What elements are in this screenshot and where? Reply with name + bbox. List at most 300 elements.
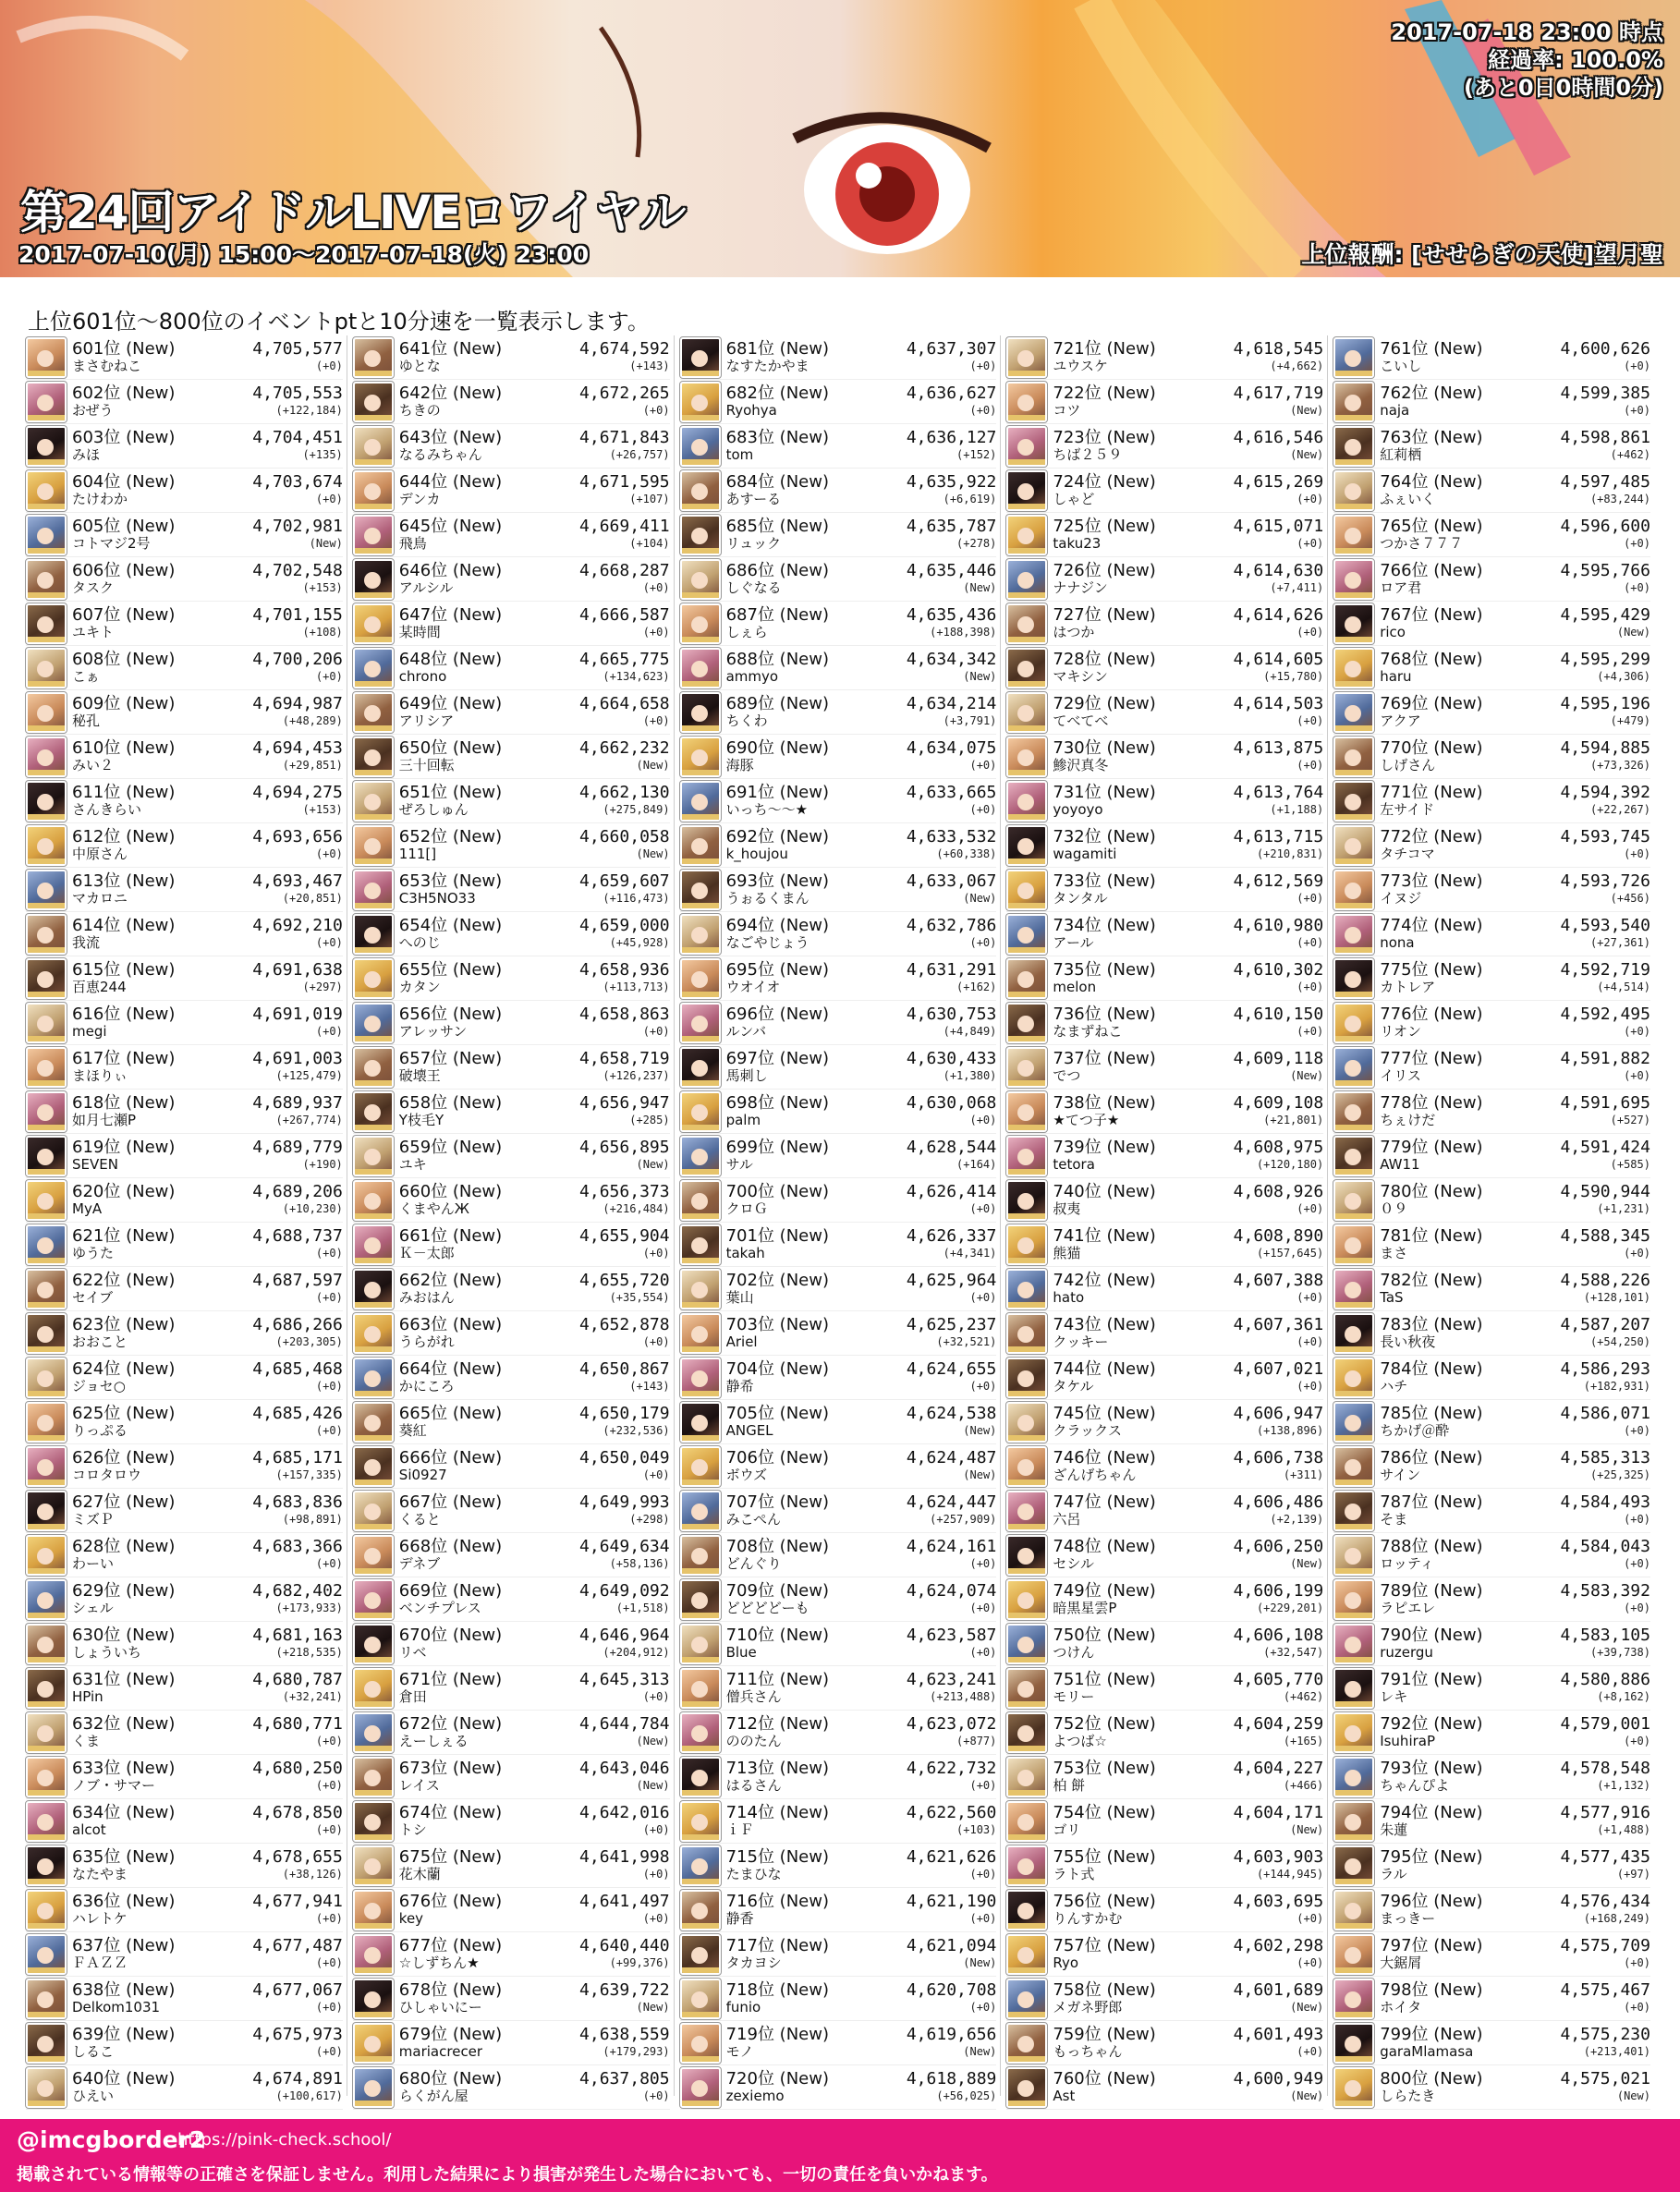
player-avatar-icon [680, 1535, 721, 1576]
event-points: 4,595,196 [1560, 693, 1650, 713]
rank-label: 746位 (New) [1053, 1447, 1156, 1467]
event-points: 4,606,486 [1233, 1492, 1324, 1512]
event-points: 4,680,787 [252, 1669, 343, 1689]
player-name: たまひな [725, 1865, 782, 1882]
event-points: 4,595,429 [1560, 604, 1650, 625]
player-name: ホイタ [1380, 1998, 1422, 2015]
ten-minute-delta: (+58,136) [609, 1556, 670, 1570]
rank-label: 788位 (New) [1380, 1536, 1483, 1556]
player-avatar-icon [680, 914, 721, 955]
event-points: 4,668,287 [579, 560, 670, 580]
ten-minute-delta: (+0) [969, 935, 997, 949]
ten-minute-delta: (+173,933) [275, 1601, 343, 1614]
event-points: 4,691,003 [252, 1048, 343, 1068]
ranking-row [1006, 823, 1323, 868]
player-avatar-icon [1333, 426, 1374, 467]
ranking-row [353, 1267, 670, 1311]
player-avatar-icon [1333, 1890, 1374, 1930]
player-avatar-icon [1333, 2023, 1374, 2064]
rank-label: 782位 (New) [1380, 1270, 1483, 1290]
rank-label: 743位 (New) [1053, 1314, 1156, 1334]
ten-minute-delta: (+0) [1624, 1601, 1650, 1614]
player-name: はるさん [725, 1776, 782, 1794]
player-avatar-icon [1006, 1934, 1047, 1975]
ranking-row [353, 690, 670, 735]
event-points: 4,692,210 [252, 915, 343, 935]
ranking-row [1333, 2065, 1650, 2110]
ranking-row [680, 1400, 997, 1444]
event-points: 4,686,266 [252, 1314, 343, 1334]
ranking-row [1333, 690, 1650, 735]
ten-minute-delta: (New) [963, 669, 997, 683]
player-name: しょういち [72, 1643, 142, 1661]
event-points: 4,671,595 [579, 471, 670, 492]
event-points: 4,688,737 [252, 1225, 343, 1246]
rank-label: 602位 (New) [72, 383, 176, 403]
ten-minute-delta: (New) [636, 758, 670, 772]
ranking-row [1006, 2021, 1323, 2065]
player-avatar-icon [680, 470, 721, 511]
ranking-row [680, 513, 997, 557]
player-avatar-icon [1333, 2067, 1374, 2108]
player-avatar-icon [353, 1979, 394, 2019]
event-points: 4,644,784 [579, 1713, 670, 1734]
event-points: 4,704,451 [252, 427, 343, 447]
event-points: 4,664,658 [579, 693, 670, 713]
player-name: そま [1380, 1510, 1408, 1528]
ten-minute-delta: (+298) [629, 1512, 670, 1526]
ten-minute-delta: (+0) [969, 1201, 997, 1215]
player-avatar-icon [1006, 781, 1047, 822]
player-name: まさ [1380, 1244, 1408, 1261]
ranking-row [26, 1001, 343, 1045]
rank-label: 706位 (New) [725, 1447, 829, 1467]
ten-minute-delta: (+0) [1297, 1201, 1324, 1215]
event-points: 4,656,373 [579, 1181, 670, 1201]
event-points: 4,624,161 [906, 1536, 997, 1556]
ten-minute-delta: (+21,801) [1263, 1113, 1324, 1126]
ten-minute-delta: (New) [963, 1467, 997, 1481]
ten-minute-delta: (New) [1290, 2000, 1324, 2014]
ranking-row [1333, 469, 1650, 513]
ranking-row [1333, 1755, 1650, 1799]
ranking-row [680, 1533, 997, 1577]
ranking-row [680, 1178, 997, 1223]
rank-label: 604位 (New) [72, 471, 176, 492]
player-avatar-icon [680, 1003, 721, 1043]
player-avatar-icon [1333, 1934, 1374, 1975]
rank-label: 780位 (New) [1380, 1181, 1483, 1201]
ten-minute-delta: (+0) [315, 1734, 343, 1748]
player-name: 静希 [725, 1377, 754, 1394]
player-name: リオン [1380, 1022, 1422, 1040]
rank-label: 700位 (New) [725, 1181, 829, 1201]
ten-minute-delta: (New) [1290, 2088, 1324, 2102]
player-avatar-icon [26, 781, 67, 822]
ten-minute-delta: (+0) [969, 1556, 997, 1570]
event-points: 4,610,150 [1233, 1004, 1324, 1024]
ranking-row [1006, 469, 1323, 513]
event-points: 4,656,895 [579, 1137, 670, 1157]
player-name: ruzergu [1380, 1643, 1433, 1661]
rank-label: 776位 (New) [1380, 1004, 1483, 1024]
ranking-row [26, 1356, 343, 1400]
rank-label: 693位 (New) [725, 871, 829, 891]
ranking-row [353, 1622, 670, 1666]
rank-label: 674位 (New) [398, 1802, 503, 1822]
ten-minute-delta: (+0) [969, 359, 997, 372]
player-name: Ryohya [725, 401, 777, 419]
player-avatar-icon [1333, 1712, 1374, 1753]
player-name: megi [72, 1022, 107, 1040]
ten-minute-delta: (+0) [1624, 1068, 1650, 1082]
player-avatar-icon [680, 1890, 721, 1930]
player-name: コトマジ2号 [72, 534, 151, 552]
ten-minute-delta: (+0) [315, 1024, 343, 1038]
player-name: 中原さん [72, 845, 128, 862]
player-name: みほ [72, 445, 101, 463]
rank-label: 707位 (New) [725, 1492, 829, 1512]
ten-minute-delta: (+0) [642, 1024, 670, 1038]
ten-minute-delta: (+0) [1297, 980, 1324, 993]
event-points: 4,693,467 [252, 871, 343, 891]
ranking-row [1006, 1533, 1323, 1577]
player-name: MyA [72, 1200, 103, 1217]
player-avatar-icon [26, 426, 67, 467]
rank-label: 724位 (New) [1053, 471, 1156, 492]
ranking-row [26, 735, 343, 779]
event-points: 4,702,548 [252, 560, 343, 580]
ten-minute-delta: (+135) [302, 447, 343, 461]
ranking-row [680, 1888, 997, 1932]
ten-minute-delta: (+143) [629, 359, 670, 372]
player-name: しぇら [725, 623, 768, 640]
player-avatar-icon [26, 1757, 67, 1797]
rank-label: 666位 (New) [398, 1447, 503, 1467]
ranking-row [26, 1178, 343, 1223]
rank-label: 618位 (New) [72, 1092, 176, 1113]
ten-minute-delta: (New) [636, 846, 670, 860]
ten-minute-delta: (+157,645) [1256, 1246, 1324, 1260]
event-points: 4,601,689 [1233, 1979, 1324, 2000]
event-points: 4,680,250 [252, 1758, 343, 1778]
player-avatar-icon [1333, 781, 1374, 822]
event-points: 4,618,889 [906, 2068, 997, 2088]
ten-minute-delta: (+4,514) [1597, 980, 1650, 993]
ranking-row [26, 424, 343, 469]
ten-minute-delta: (+0) [1297, 758, 1324, 772]
ten-minute-delta: (New) [636, 2000, 670, 2014]
event-points: 4,609,108 [1233, 1092, 1324, 1113]
event-points: 4,677,487 [252, 1935, 343, 1955]
ranking-row [26, 1045, 343, 1090]
ranking-row [1333, 646, 1650, 690]
rank-label: 651位 (New) [398, 782, 503, 802]
rank-label: 761位 (New) [1380, 338, 1483, 359]
player-name: あすーる [725, 490, 782, 507]
player-name: つけん [1053, 1643, 1095, 1661]
player-name: まほりぃ [72, 1066, 128, 1084]
player-name: ユウスケ [1053, 357, 1108, 374]
event-points: 4,649,092 [579, 1580, 670, 1601]
player-name: ざんげちゃん [1053, 1466, 1137, 1483]
ten-minute-delta: (New) [636, 1734, 670, 1748]
ten-minute-delta: (+35,554) [609, 1290, 670, 1304]
rank-label: 647位 (New) [398, 604, 503, 625]
rank-label: 601位 (New) [72, 338, 176, 359]
player-avatar-icon [1333, 914, 1374, 955]
ranking-row [1006, 1666, 1323, 1711]
ranking-row [353, 1888, 670, 1932]
rank-label: 695位 (New) [725, 959, 829, 980]
site-url-link[interactable]: https://pink-check.school/ [177, 2130, 392, 2149]
player-avatar-icon [353, 914, 394, 955]
player-name: ｉＦ [725, 1821, 754, 1838]
ranking-row [353, 1799, 670, 1844]
ranking-row [1333, 1844, 1650, 1888]
event-title: 第24回アイドルLIVEロワイヤル [20, 186, 686, 239]
rank-label: 771位 (New) [1380, 782, 1483, 802]
rank-label: 792位 (New) [1380, 1713, 1483, 1734]
event-points: 4,613,715 [1233, 826, 1324, 846]
player-avatar-icon [353, 825, 394, 866]
rank-label: 656位 (New) [398, 1004, 503, 1024]
header-banner [0, 0, 1680, 277]
player-name: コツ [1053, 401, 1081, 419]
ranking-row [353, 469, 670, 513]
event-points: 4,656,947 [579, 1092, 670, 1113]
rank-label: 655位 (New) [398, 959, 503, 980]
rank-label: 786位 (New) [1380, 1447, 1483, 1467]
ten-minute-delta: (+0) [315, 1290, 343, 1304]
rank-label: 711位 (New) [725, 1669, 829, 1689]
ranking-row [26, 1533, 343, 1577]
ten-minute-delta: (New) [1290, 403, 1324, 417]
rank-label: 664位 (New) [398, 1358, 503, 1379]
player-name: SEVEN [72, 1155, 118, 1173]
ranking-row [353, 1311, 670, 1356]
event-points: 4,606,108 [1233, 1625, 1324, 1645]
player-name: 海豚 [725, 756, 754, 773]
player-name: 秘孔 [72, 712, 101, 729]
rank-label: 611位 (New) [72, 782, 176, 802]
event-points: 4,700,206 [252, 649, 343, 669]
player-avatar-icon [26, 958, 67, 999]
ten-minute-delta: (+7,411) [1270, 580, 1324, 594]
ten-minute-delta: (+6,619) [943, 492, 997, 505]
player-avatar-icon [680, 648, 721, 688]
player-name: ０９ [1380, 1200, 1408, 1217]
player-avatar-icon [26, 870, 67, 910]
ranking-row [1006, 335, 1323, 380]
player-avatar-icon [353, 1535, 394, 1576]
event-points: 4,635,922 [906, 471, 997, 492]
player-avatar-icon [26, 1845, 67, 1886]
ten-minute-delta: (+113,713) [603, 980, 670, 993]
ten-minute-delta: (+0) [315, 1911, 343, 1925]
rank-label: 795位 (New) [1380, 1846, 1483, 1867]
ranking-row [1006, 1977, 1323, 2021]
ranking-row [1006, 1489, 1323, 1533]
player-avatar-icon [1333, 737, 1374, 777]
player-name: アール [1053, 933, 1094, 951]
rank-label: 675位 (New) [398, 1846, 503, 1867]
rank-label: 773位 (New) [1380, 871, 1483, 891]
player-avatar-icon [680, 737, 721, 777]
ranking-row [1333, 912, 1650, 956]
player-avatar-icon [353, 515, 394, 555]
player-avatar-icon [1333, 1491, 1374, 1531]
ten-minute-delta: (+1,518) [615, 1601, 670, 1614]
event-points: 4,604,227 [1233, 1758, 1324, 1778]
player-name: りんすかむ [1053, 1909, 1123, 1927]
rank-label: 690位 (New) [725, 737, 829, 758]
player-name: くま [72, 1732, 101, 1749]
event-points: 4,643,046 [579, 1758, 670, 1778]
player-name: haru [1380, 667, 1412, 685]
ten-minute-delta: (+456) [1610, 891, 1650, 905]
ranking-row [1006, 1223, 1323, 1267]
player-avatar-icon [1006, 559, 1047, 600]
player-avatar-icon [1333, 1979, 1374, 2019]
rank-label: 772位 (New) [1380, 826, 1483, 846]
event-points: 4,614,503 [1233, 693, 1324, 713]
ten-minute-delta: (+0) [1624, 580, 1650, 594]
ten-minute-delta: (+4,341) [943, 1246, 997, 1260]
rank-label: 622位 (New) [72, 1270, 176, 1290]
event-points: 4,620,708 [906, 1979, 997, 2000]
rank-label: 729位 (New) [1053, 693, 1156, 713]
player-avatar-icon [26, 515, 67, 555]
ten-minute-delta: (+157,335) [275, 1467, 343, 1481]
ten-minute-delta: (+0) [642, 580, 670, 594]
ten-minute-delta: (+116,473) [603, 891, 670, 905]
ten-minute-delta: (+1,188) [1270, 802, 1324, 816]
twitter-handle-link[interactable]: @imcgborder2 [17, 2126, 206, 2153]
ranking-row [680, 823, 997, 868]
event-points: 4,608,926 [1233, 1181, 1324, 1201]
rank-label: 676位 (New) [398, 1891, 503, 1911]
player-name: らくがん屋 [398, 2087, 469, 2104]
rank-label: 671位 (New) [398, 1669, 503, 1689]
rank-label: 726位 (New) [1053, 560, 1156, 580]
ten-minute-delta: (+0) [1297, 1024, 1324, 1038]
rank-label: 753位 (New) [1053, 1758, 1156, 1778]
ranking-row [1333, 2021, 1650, 2065]
player-name: トシ [398, 1821, 427, 1838]
rank-label: 712位 (New) [725, 1713, 829, 1734]
player-name: 葉山 [725, 1288, 754, 1306]
ten-minute-delta: (+103) [956, 1822, 997, 1836]
ten-minute-delta: (+466) [1283, 1778, 1324, 1792]
rank-label: 652位 (New) [398, 826, 503, 846]
rank-label: 642位 (New) [398, 383, 503, 403]
rank-label: 692位 (New) [725, 826, 829, 846]
ranking-row [353, 1045, 670, 1090]
event-points: 4,641,497 [579, 1891, 670, 1911]
ranking-row [353, 2065, 670, 2110]
ranking-row [1006, 1001, 1323, 1045]
player-avatar-icon [1006, 1979, 1047, 2019]
ten-minute-delta: (+0) [969, 1778, 997, 1792]
ranking-row [353, 1755, 670, 1799]
player-avatar-icon [1333, 1579, 1374, 1620]
player-name: palm [725, 1111, 761, 1128]
ranking-row [1333, 1622, 1650, 1666]
event-points: 4,672,265 [579, 383, 670, 403]
ranking-row [353, 823, 670, 868]
event-points: 4,614,630 [1233, 560, 1324, 580]
event-points: 4,635,446 [906, 560, 997, 580]
player-avatar-icon [26, 1446, 67, 1487]
event-points: 4,577,916 [1560, 1802, 1650, 1822]
player-name: おぜう [72, 401, 114, 419]
ranking-row [680, 690, 997, 735]
ranking-row [1006, 424, 1323, 469]
event-points: 4,624,447 [906, 1492, 997, 1512]
rank-label: 770位 (New) [1380, 737, 1483, 758]
player-name: おおこと [72, 1333, 128, 1350]
rank-label: 685位 (New) [725, 516, 829, 536]
ten-minute-delta: (+0) [1297, 536, 1324, 550]
ranking-row [1333, 823, 1650, 868]
ten-minute-delta: (+0) [642, 713, 670, 727]
ranking-row [1006, 1622, 1323, 1666]
ranking-column [680, 335, 1002, 2104]
event-points: 4,615,269 [1233, 471, 1324, 492]
rank-label: 614位 (New) [72, 915, 176, 935]
player-name: クラックス [1053, 1421, 1122, 1439]
player-name: イリス [1380, 1066, 1421, 1084]
player-avatar-icon [353, 737, 394, 777]
ten-minute-delta: (+0) [1624, 1246, 1650, 1260]
ranking-row [353, 1577, 670, 1622]
player-avatar-icon [26, 1535, 67, 1576]
player-name: タスク [72, 578, 115, 596]
player-name: 六呂 [1053, 1510, 1081, 1528]
player-avatar-icon [1333, 870, 1374, 910]
player-avatar-icon [26, 1136, 67, 1176]
event-points: 4,658,719 [579, 1048, 670, 1068]
ranking-row [353, 1178, 670, 1223]
ranking-row [26, 513, 343, 557]
ten-minute-delta: (+0) [969, 403, 997, 417]
player-name: 馬刺し [725, 1066, 768, 1084]
event-points: 4,674,592 [579, 338, 670, 359]
ranking-row [26, 912, 343, 956]
player-avatar-icon [26, 1358, 67, 1398]
event-points: 4,635,787 [906, 516, 997, 536]
rank-label: 730位 (New) [1053, 737, 1156, 758]
player-avatar-icon [680, 1668, 721, 1709]
event-points: 4,678,655 [252, 1846, 343, 1867]
player-avatar-icon [1333, 559, 1374, 600]
ranking-row [26, 823, 343, 868]
event-points: 4,607,361 [1233, 1314, 1324, 1334]
ranking-row [26, 2065, 343, 2110]
player-avatar-icon [680, 1979, 721, 2019]
player-avatar-icon [26, 914, 67, 955]
rank-label: 634位 (New) [72, 1802, 176, 1822]
event-points: 4,652,878 [579, 1314, 670, 1334]
player-name: Ast [1053, 2087, 1076, 2104]
ranking-row [26, 1267, 343, 1311]
ranking-row [353, 1666, 670, 1711]
ten-minute-delta: (+0) [315, 935, 343, 949]
event-points: 4,637,805 [579, 2068, 670, 2088]
ten-minute-delta: (+0) [969, 2000, 997, 2014]
ranking-row [1333, 513, 1650, 557]
